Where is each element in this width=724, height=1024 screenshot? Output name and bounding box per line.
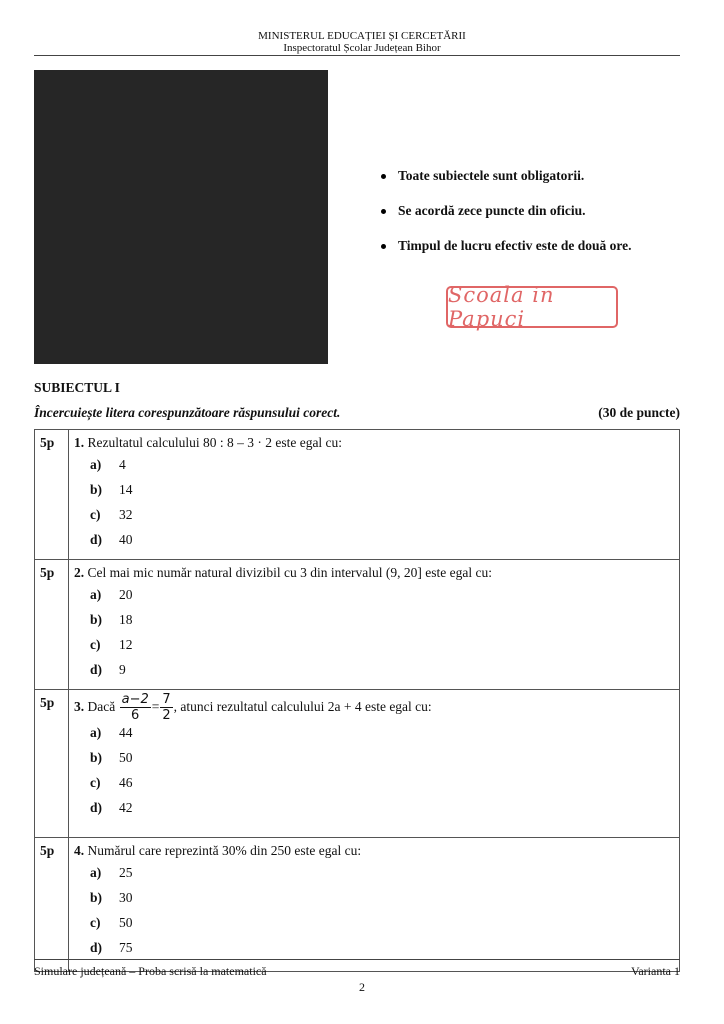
redacted-image-block — [34, 70, 328, 364]
answer-option[interactable]: b) 50 — [90, 750, 133, 765]
question-row — [35, 838, 680, 972]
rule-item: Toate subiectele sunt obligatorii. — [380, 168, 631, 203]
answer-option[interactable]: a) 20 — [90, 587, 133, 602]
answer-option[interactable]: c) 12 — [90, 637, 133, 652]
section-instruction: Încercuiește litera corespunzătoare răspunsului corect. — [34, 405, 341, 420]
answer-option[interactable]: a) 25 — [90, 865, 133, 880]
answer-option[interactable]: b) 18 — [90, 612, 133, 627]
question-points: 5p — [35, 560, 69, 690]
answer-option[interactable]: d) 40 — [90, 532, 133, 547]
rule-item: Se acordă zece puncte din oficiu. — [380, 203, 631, 238]
answer-option[interactable]: c) 46 — [90, 775, 133, 790]
inspectorate-name: Inspectoratul Școlar Județean Bihor — [283, 42, 441, 54]
question-points: 5p — [35, 430, 69, 560]
question-points: 5p — [35, 690, 69, 838]
questions-table — [34, 429, 680, 972]
question-text: Numărul care reprezintă 30% din 250 este egal cu: — [87, 843, 362, 858]
question-row — [35, 560, 680, 690]
fraction: $\frac{7}{2}$ — [162, 691, 171, 723]
rule-item: Timpul de lucru efectiv este de două ore. — [380, 238, 631, 273]
answer-option[interactable]: a) 44 — [90, 725, 133, 740]
question-row — [35, 690, 680, 838]
page-number: 2 — [359, 980, 365, 994]
footer-divider — [34, 959, 680, 960]
question-text: Rezultatul calculului 80 : 8 – 3 · 2 este egal cu: — [87, 435, 343, 450]
equals-sign: = — [151, 699, 160, 714]
ministry-name: MINISTERUL EDUCAȚIEI ȘI CERCETĂRII — [258, 30, 466, 42]
footer-exam-name: Simulare județeană – Proba scrisă la matematică — [34, 964, 267, 978]
question-number: 2. — [74, 565, 85, 580]
question-row — [35, 430, 680, 560]
fraction: $\frac{a-2}{6}$ — [121, 691, 149, 723]
question-number: 3. — [74, 699, 85, 714]
question-number: 1. — [74, 435, 85, 450]
answer-option[interactable]: c) 50 — [90, 915, 133, 930]
answer-option[interactable]: b) 14 — [90, 482, 133, 497]
question-text-suffix: , atunci rezultatul calculului 2a + 4 este egal cu: — [173, 699, 432, 714]
answer-option[interactable]: c) 32 — [90, 507, 133, 522]
question-number: 4. — [74, 843, 85, 858]
question-text: Cel mai mic număr natural divizibil cu 3 din intervalul (9, 20] este egal cu: — [87, 565, 493, 580]
answer-option[interactable]: d) 42 — [90, 800, 133, 815]
answer-option[interactable]: d) 75 — [90, 940, 133, 955]
section-points: (30 de puncte) — [598, 405, 680, 420]
answer-option[interactable]: d) 9 — [90, 662, 126, 677]
footer-variant: Varianta 1 — [631, 964, 680, 978]
question-text-prefix: Dacă — [87, 699, 116, 714]
header-divider — [34, 55, 680, 56]
answer-option[interactable]: a) 4 — [90, 457, 126, 472]
answer-option[interactable]: b) 30 — [90, 890, 133, 905]
page-header — [0, 30, 724, 54]
question-points: 5p — [35, 838, 69, 972]
exam-rules-list — [380, 168, 631, 273]
section-title: SUBIECTUL I — [34, 380, 120, 395]
scoala-in-papuci-watermark: Scoala in Papuci — [446, 286, 618, 328]
